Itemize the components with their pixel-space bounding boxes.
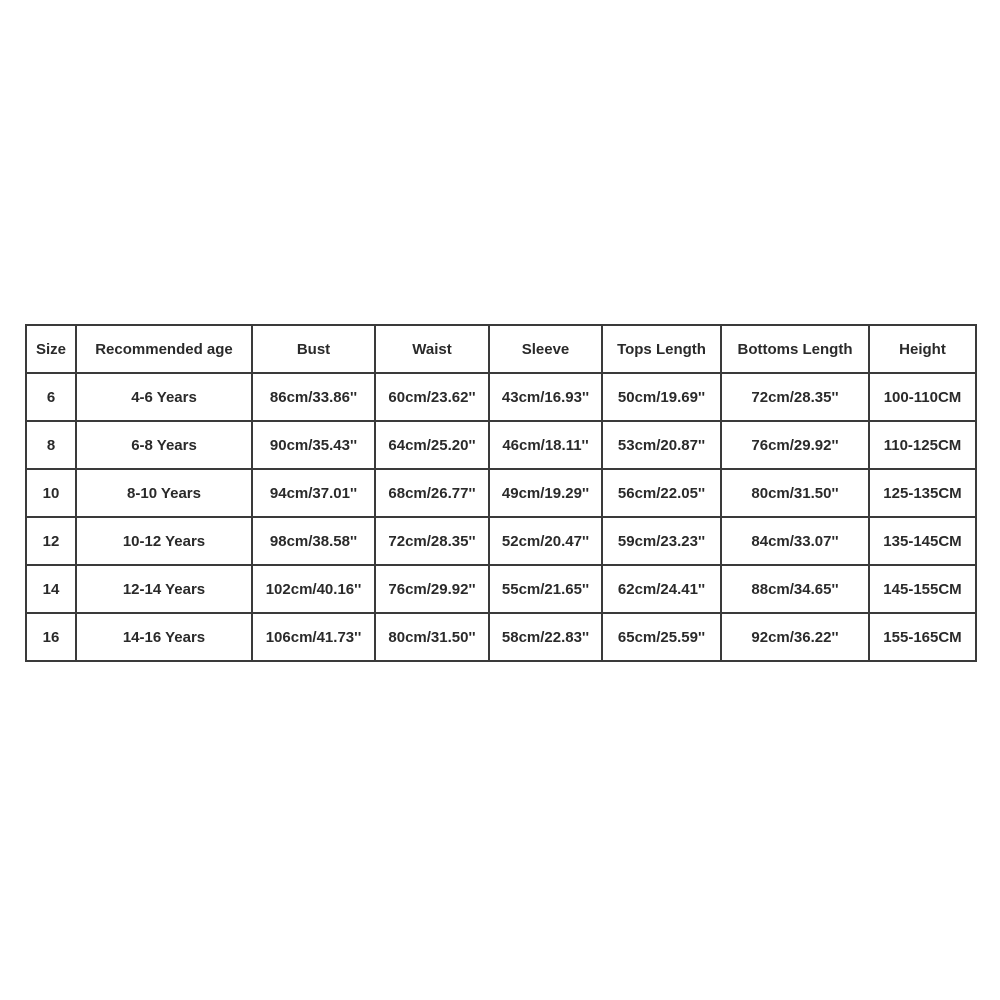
cell-tops-length: 53cm/20.87'': [602, 421, 721, 469]
cell-bust: 90cm/35.43'': [252, 421, 375, 469]
cell-size: 8: [26, 421, 76, 469]
cell-tops-length: 50cm/19.69'': [602, 373, 721, 421]
cell-size: 6: [26, 373, 76, 421]
cell-waist: 72cm/28.35'': [375, 517, 489, 565]
cell-tops-length: 62cm/24.41'': [602, 565, 721, 613]
cell-sleeve: 46cm/18.11'': [489, 421, 602, 469]
cell-height: 155-165CM: [869, 613, 976, 661]
cell-size: 14: [26, 565, 76, 613]
cell-tops-length: 65cm/25.59'': [602, 613, 721, 661]
header-bust: Bust: [252, 325, 375, 373]
cell-bust: 94cm/37.01'': [252, 469, 375, 517]
header-height: Height: [869, 325, 976, 373]
cell-waist: 60cm/23.62'': [375, 373, 489, 421]
cell-height: 100-110CM: [869, 373, 976, 421]
cell-waist: 64cm/25.20'': [375, 421, 489, 469]
cell-height: 110-125CM: [869, 421, 976, 469]
table-row: [26, 613, 976, 661]
cell-sleeve: 58cm/22.83'': [489, 613, 602, 661]
cell-tops-length: 59cm/23.23'': [602, 517, 721, 565]
table-row: [26, 469, 976, 517]
cell-bottoms-length: 84cm/33.07'': [721, 517, 869, 565]
cell-sleeve: 49cm/19.29'': [489, 469, 602, 517]
header-size: Size: [26, 325, 76, 373]
cell-bust: 102cm/40.16'': [252, 565, 375, 613]
cell-tops-length: 56cm/22.05'': [602, 469, 721, 517]
cell-recommended-age: 10-12 Years: [76, 517, 252, 565]
header-waist: Waist: [375, 325, 489, 373]
cell-sleeve: 43cm/16.93'': [489, 373, 602, 421]
cell-bottoms-length: 72cm/28.35'': [721, 373, 869, 421]
cell-waist: 76cm/29.92'': [375, 565, 489, 613]
header-recommended-age: Recommended age: [76, 325, 252, 373]
cell-bust: 86cm/33.86'': [252, 373, 375, 421]
table-row: [26, 565, 976, 613]
size-chart-table: [25, 324, 977, 662]
cell-sleeve: 52cm/20.47'': [489, 517, 602, 565]
header-tops-length: Tops Length: [602, 325, 721, 373]
cell-height: 125-135CM: [869, 469, 976, 517]
size-chart-header: [26, 325, 976, 373]
cell-recommended-age: 14-16 Years: [76, 613, 252, 661]
table-row: [26, 373, 976, 421]
cell-size: 16: [26, 613, 76, 661]
cell-recommended-age: 8-10 Years: [76, 469, 252, 517]
header-row: [26, 325, 976, 373]
header-bottoms-length: Bottoms Length: [721, 325, 869, 373]
cell-recommended-age: 12-14 Years: [76, 565, 252, 613]
cell-waist: 68cm/26.77'': [375, 469, 489, 517]
cell-bottoms-length: 76cm/29.92'': [721, 421, 869, 469]
cell-size: 10: [26, 469, 76, 517]
size-chart-body: [26, 373, 976, 661]
cell-bottoms-length: 88cm/34.65'': [721, 565, 869, 613]
cell-size: 12: [26, 517, 76, 565]
cell-bottoms-length: 80cm/31.50'': [721, 469, 869, 517]
cell-recommended-age: 6-8 Years: [76, 421, 252, 469]
cell-sleeve: 55cm/21.65'': [489, 565, 602, 613]
cell-recommended-age: 4-6 Years: [76, 373, 252, 421]
cell-bottoms-length: 92cm/36.22'': [721, 613, 869, 661]
header-sleeve: Sleeve: [489, 325, 602, 373]
table-row: [26, 517, 976, 565]
cell-height: 135-145CM: [869, 517, 976, 565]
table-row: [26, 421, 976, 469]
cell-bust: 98cm/38.58'': [252, 517, 375, 565]
cell-bust: 106cm/41.73'': [252, 613, 375, 661]
cell-waist: 80cm/31.50'': [375, 613, 489, 661]
cell-height: 145-155CM: [869, 565, 976, 613]
